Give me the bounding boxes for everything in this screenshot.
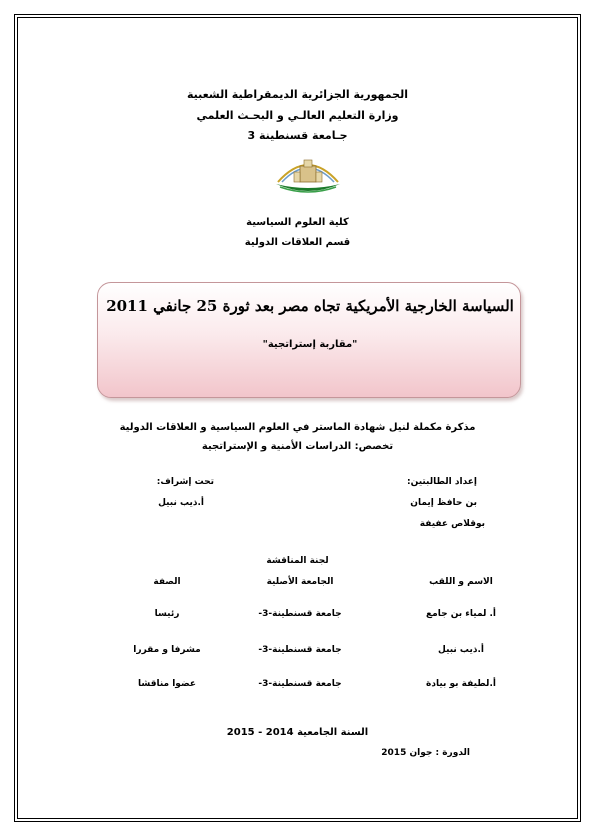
thesis-title: السياسة الخارجية الأمريكية تجاه مصر بعد ثورة 25 جانفي 2011	[106, 297, 514, 315]
university-emblem-icon	[272, 152, 344, 198]
committee-member-university: جامعة قسنطينة-3-	[258, 609, 342, 619]
committee-header-name: الاسم و اللقب	[429, 577, 493, 587]
thesis-title-box	[97, 282, 521, 398]
ministry-name: وزارة التعليم العالـي و البحـث العلمي	[196, 109, 399, 122]
committee-header-university: الجامعة الأصلية	[266, 577, 334, 587]
committee-member-university: جامعة قسنطينة-3-	[258, 679, 342, 689]
session-date: الدورة : جوان 2015	[381, 748, 470, 758]
committee-member-role: عضوا مناقشا	[138, 679, 196, 689]
memo-line: مذكرة مكملة لنيل شهادة الماستر في العلوم السياسية و العلاقات الدولية	[119, 422, 476, 433]
college-name: كلية العلوم السياسية	[246, 217, 349, 228]
students-label: إعداد الطالبتين:	[407, 477, 477, 487]
committee-member-name: أ.لطيفة بو بيادة	[426, 679, 496, 689]
department-name: قسم العلاقات الدولية	[244, 237, 351, 248]
republic-name: الجمهورية الجزائرية الديمقراطية الشعبية	[187, 88, 408, 101]
supervisor-name: أ.ذيب نبيل	[158, 498, 204, 508]
supervisor-label: تحت إشراف:	[156, 477, 214, 487]
committee-title: لجنة المناقشة	[266, 556, 329, 566]
committee-member-role: مشرفا و مقررا	[133, 645, 201, 655]
committee-member-university: جامعة قسنطينة-3-	[258, 645, 342, 655]
student-name: بوقلاص عفيفة	[419, 519, 485, 529]
committee-member-name: أ. لمياء بن جامع	[425, 609, 497, 619]
thesis-subtitle: "مقاربة إستراتجية"	[262, 339, 358, 350]
student-name: بن حافظ إيمان	[410, 498, 477, 508]
academic-year: السنة الجامعية 2014 - 2015	[226, 727, 369, 738]
committee-member-role: رئيسا	[154, 609, 180, 619]
specialization-line: تخصص: الدراسات الأمنية و الإستراتجية	[201, 441, 394, 452]
university-name: جـامعة قسنطينة 3	[247, 129, 348, 142]
committee-header-role: الصفة	[153, 577, 181, 587]
committee-member-name: أ.ذيب نبيل	[438, 645, 484, 655]
